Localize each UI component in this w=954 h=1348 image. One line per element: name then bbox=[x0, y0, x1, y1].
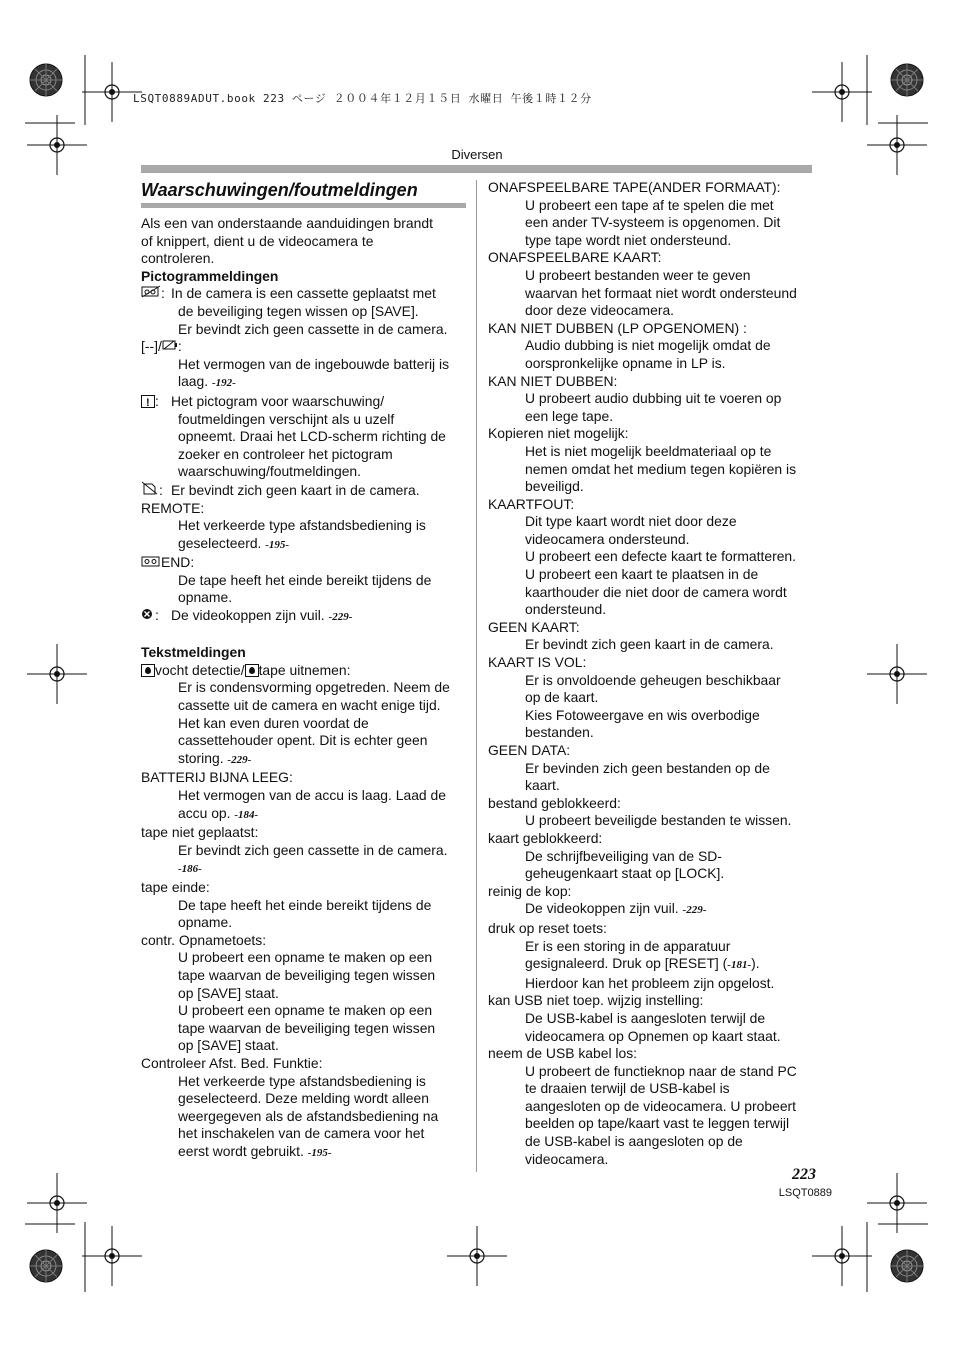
battery-warning-icon bbox=[162, 338, 178, 354]
item-text: beveiligd. bbox=[525, 478, 584, 495]
item-text: Er bevindt zich geen kaart in de camera. bbox=[171, 481, 420, 498]
item-text: Het vermogen van de accu is laag. Laad de bbox=[178, 787, 446, 803]
star-target-icon bbox=[30, 1250, 62, 1282]
condensation-icon bbox=[141, 664, 155, 677]
item-text: tape waarvan de beveiliging tegen wissen bbox=[178, 966, 436, 983]
item-label: END: bbox=[161, 554, 195, 571]
item-text: de USB-kabel is aangesloten op de bbox=[525, 1133, 743, 1150]
item-text: Audio dubbing is niet mogelijk omdat de bbox=[525, 337, 771, 354]
page-ref: -186- bbox=[178, 863, 202, 876]
item-text: aangesloten op de videocamera. U probeert bbox=[525, 1097, 797, 1114]
item-text: te draaien terwijl de USB-kabel is bbox=[525, 1080, 730, 1097]
item-text: U probeert bestanden weer te geven bbox=[525, 266, 751, 283]
item-text: eerst wordt gebruikt. bbox=[178, 1142, 308, 1159]
left-column: Waarschuwingen/foutmeldingen Als een van onderstaande aanduidingen brandt of knippert, dient u de videocamera te controleren. Pictogrammeldingen : In de camera is een cassette geplaatst met de beveiliging tegen wissen op [SAVE]. Er bevindt zich geen cassette in de camera. [--]/ : Het vermogen van de ingebouwde batterij is laag. -192- ! : Het pictogram voor waarschuwing/ foutmeldingen verschijnt als u uzelf opneemt. Draai het LCD-scherm richting de zoeker en controleer het pictogram waarschuwing/foutmeldingen. : Er bevindt zich geen kaart in de camera. REMOTE: Het verkeerde type afstandsbediening is geselecteerd. -195- END: De tape heeft het einde bereikt tijdens de opname. : De videokoppen zijn vuil. -229- Tekstmeldingen vocht detectie/ tape uitnemen: Er is condensvorming opgetreden. Neem de cassette uit de camera en wacht enige tijd. Het kan even duren voordat de cassettehouder opent. Dit is echter geen storing. -229- BATTERIJ BIJNA LEEG: Het vermogen van de accu is laag. Laad de accu op. -184- tape niet geplaatst: Er bevindt zich geen cassette in de camera. -186- tape einde: De tape heeft het einde bereikt tijdens de opname. contr. Opnametoets: U probeert een opname te maken op een tape waarvan de beveiliging tegen wissen op [SAVE] staat. U probeert een opname te maken op een tape waarvan de beveiliging tegen wissen op [SAVE] staat. Controleer Afst. Bed. Funktie: Het verkeerde type afstandsbediening is geselecteerd. Deze melding wordt alleen weergegeven als de afstandsbediening na het inschakelen van de camera voor het eerst wordt gebruikt. -195- bbox=[141, 179, 471, 1162]
file-info-line: LSQT0889ADUT.book 223 ページ ２００４年１２月１５日 水曜日 午後１時１２分 bbox=[133, 92, 592, 105]
page-ref: -229- bbox=[227, 753, 252, 766]
message-label: bestand geblokkeerd: bbox=[488, 794, 621, 811]
intro-text: Als een van onderstaande aanduidingen brandt bbox=[141, 215, 433, 231]
item-text: weergegeven als de afstandsbediening na bbox=[178, 1107, 439, 1124]
item-text: Er is onvoldoende geheugen beschikbaar bbox=[525, 671, 781, 688]
star-target-icon bbox=[891, 1250, 923, 1282]
section-title: Diversen bbox=[451, 147, 503, 162]
message-label: kan USB niet toep. wijzig instelling: bbox=[488, 992, 704, 1009]
header-bar bbox=[141, 165, 812, 173]
item-label: [--]/ bbox=[141, 338, 162, 355]
picto-heading: Pictogrammeldingen bbox=[141, 267, 279, 284]
item-text: Het verkeerde type afstandsbediening is bbox=[178, 517, 426, 534]
page-ref: -181- bbox=[727, 959, 752, 972]
item-text: Dit type kaart wordt niet door deze bbox=[525, 513, 737, 530]
item-text: door deze videocamera. bbox=[525, 302, 675, 319]
item-text: Het is niet mogelijk beeldmateriaal op te bbox=[525, 442, 772, 459]
message-label: GEEN KAART: bbox=[488, 618, 580, 635]
item-label: vocht detectie/ bbox=[155, 661, 245, 678]
item-text: U probeert een opname te maken op een bbox=[178, 949, 433, 966]
item-text: Er bevindt zich geen cassette in de camera. bbox=[178, 841, 448, 858]
item-text: opname. bbox=[178, 914, 233, 931]
item-text: ondersteund. bbox=[525, 601, 607, 618]
item-text: op [SAVE] staat. bbox=[178, 1037, 279, 1054]
item-text: In de camera is een cassette geplaatst met bbox=[171, 285, 436, 302]
right-column bbox=[488, 179, 818, 1168]
item-label: tape niet geplaatst: bbox=[141, 824, 259, 841]
page-ref: -184- bbox=[234, 808, 259, 821]
item-label: REMOTE: bbox=[141, 499, 205, 516]
text-heading: Tekstmeldingen bbox=[141, 644, 246, 661]
message-label: neem de USB kabel los: bbox=[488, 1045, 638, 1062]
page-ref: -229- bbox=[682, 904, 707, 917]
item-text: accu op. bbox=[178, 804, 235, 821]
item-text: zoeker en controleer het pictogram bbox=[178, 445, 393, 462]
page-ref: -229- bbox=[328, 611, 353, 624]
item-text: geselecteerd. bbox=[178, 534, 266, 551]
item-text: videocamera op Opnemen op kaart staat. bbox=[525, 1027, 781, 1044]
item-text: De videokoppen zijn vuil. bbox=[525, 900, 683, 917]
item-text: waarvan het formaat niet wordt ondersteund bbox=[525, 284, 797, 301]
item-text: nemen omdat het medium tegen kopiëren is bbox=[525, 460, 797, 477]
item-text: Er bevindt zich geen kaart in de camera. bbox=[525, 636, 774, 653]
message-label: KAART IS VOL: bbox=[488, 654, 587, 671]
item-text: op [SAVE] staat. bbox=[178, 984, 279, 1001]
item-text: foutmeldingen verschijnt als u uzelf bbox=[178, 410, 395, 427]
item-text: kaarthouder die niet door de camera wordt bbox=[525, 583, 787, 600]
star-target-icon bbox=[891, 64, 923, 96]
cassette-icon bbox=[141, 554, 161, 570]
condensation-icon bbox=[245, 664, 259, 677]
item-text: Het verkeerde type afstandsbediening is bbox=[178, 1072, 426, 1089]
item-text: videocamera ondersteund. bbox=[525, 530, 690, 547]
item-text: Het pictogram voor waarschuwing/ bbox=[171, 392, 385, 409]
message-label: reinig de kop: bbox=[488, 882, 572, 899]
no-card-icon: : bbox=[141, 481, 171, 500]
item-text: oorspronkelijke opname in LP is. bbox=[525, 354, 726, 371]
intro-text: of knippert, dient u de videocamera te bbox=[141, 232, 374, 249]
item-text: De USB-kabel is aangesloten terwijl de bbox=[525, 1009, 766, 1026]
title-underline-bar bbox=[141, 203, 466, 208]
message-label: ONAFSPEELBARE TAPE(ANDER FORMAAT): bbox=[488, 179, 781, 195]
item-label: contr. Opnametoets: bbox=[141, 931, 267, 948]
message-label: KAN NIET DUBBEN: bbox=[488, 372, 618, 389]
column-divider bbox=[476, 180, 477, 1172]
item-text: De schrijfbeveiliging van de SD- bbox=[525, 847, 722, 864]
item-text: een ander TV-systeem is opgenomen. Dit bbox=[525, 214, 781, 231]
item-text: U probeert een opname te maken op een bbox=[178, 1002, 433, 1019]
message-label: KAN NIET DUBBEN (LP OPGENOMEN) : bbox=[488, 319, 747, 336]
item-text: geselecteerd. Deze melding wordt alleen bbox=[178, 1090, 429, 1107]
item-text: waarschuwing/foutmeldingen. bbox=[178, 463, 361, 480]
item-text: Er bevinden zich geen bestanden op de bbox=[525, 759, 770, 776]
page-number: 223 bbox=[792, 1166, 816, 1183]
item-text: beelden op tape/kaart vast te leggen terwijl bbox=[525, 1115, 790, 1132]
item-text: Er is een storing in de apparatuur bbox=[525, 937, 731, 954]
item-text: Het kan even duren voordat de bbox=[178, 714, 369, 731]
item-label: tape einde: bbox=[141, 878, 210, 895]
message-label: GEEN DATA: bbox=[488, 742, 571, 758]
item-text: op de kaart. bbox=[525, 689, 599, 706]
item-text: Het vermogen van de ingebouwde batterij is bbox=[178, 355, 450, 372]
dirty-head-icon: : bbox=[141, 607, 171, 625]
message-label: KAARTFOUT: bbox=[488, 495, 575, 512]
message-label: ONAFSPEELBARE KAART: bbox=[488, 249, 662, 266]
item-text: cassettehouder opent. Dit is echter geen bbox=[178, 732, 428, 749]
item-text: type tape wordt niet ondersteund. bbox=[525, 231, 732, 248]
item-text: gesignaleerd. Druk op [RESET] ( bbox=[525, 955, 728, 972]
intro-text: controleren. bbox=[141, 250, 215, 267]
item-text: De tape heeft het einde bereikt tijdens de bbox=[178, 571, 432, 588]
item-text: Hierdoor kan het probleem zijn opgelost. bbox=[525, 974, 775, 991]
item-text: U probeert een kaart te plaatsen in de bbox=[525, 566, 759, 583]
item-text: laag. bbox=[178, 373, 212, 390]
item-text: Kies Fotoweergave en wis overbodige bbox=[525, 706, 760, 723]
item-text: Er is condensvorming opgetreden. Neem de bbox=[178, 679, 450, 696]
item-text: U probeert audio dubbing uit te voeren op bbox=[525, 390, 782, 407]
item-text: opneemt. Draai het LCD-scherm richting de bbox=[178, 428, 446, 445]
item-text: De tape heeft het einde bereikt tijdens de bbox=[178, 896, 432, 913]
item-text: een lege tape. bbox=[525, 407, 614, 424]
item-text: geheugenkaart staat op [LOCK]. bbox=[525, 865, 725, 882]
item-text: U probeert een defecte kaart te formatteren. bbox=[525, 548, 797, 565]
item-text: de beveiliging tegen wissen op [SAVE]. bbox=[178, 302, 419, 319]
item-text: U probeert beveiligde bestanden te wissen. bbox=[525, 812, 792, 829]
item-text: bestanden. bbox=[525, 724, 594, 741]
item-text: kaart. bbox=[525, 777, 560, 794]
item-label: Controleer Afst. Bed. Funktie: bbox=[141, 1054, 323, 1071]
item-text: videocamera. bbox=[525, 1150, 609, 1167]
page-ref: -195- bbox=[265, 538, 290, 551]
page-title: Waarschuwingen/foutmeldingen bbox=[141, 180, 418, 200]
page-ref: -192- bbox=[211, 377, 236, 390]
item-label: tape uitnemen: bbox=[258, 661, 351, 678]
star-target-icon bbox=[30, 64, 62, 96]
document-code: LSQT0889 bbox=[778, 1187, 832, 1199]
item-text: U probeert de functieknop naar de stand PC bbox=[525, 1062, 797, 1079]
item-text: De videokoppen zijn vuil. bbox=[171, 607, 329, 624]
warning-icon: ! bbox=[141, 395, 155, 408]
message-label: Kopieren niet mogelijk: bbox=[488, 425, 629, 442]
item-text: tape waarvan de beveiliging tegen wissen bbox=[178, 1019, 436, 1036]
item-text: storing. bbox=[178, 749, 228, 766]
cassette-protected-icon: : bbox=[141, 285, 171, 303]
page-ref: -195- bbox=[307, 1146, 332, 1159]
item-label: BATTERIJ BIJNA LEEG: bbox=[141, 769, 293, 786]
message-label: kaart geblokkeerd: bbox=[488, 829, 603, 846]
item-text: U probeert een tape af te spelen die met bbox=[525, 196, 774, 213]
item-text: cassette uit de camera en wacht enige tijd. bbox=[178, 697, 441, 714]
item-text: opname. bbox=[178, 589, 233, 606]
message-label: druk op reset toets: bbox=[488, 919, 607, 936]
item-text: het inschakelen van de camera voor het bbox=[178, 1125, 425, 1142]
item-text: Er bevindt zich geen cassette in de camera. bbox=[178, 320, 448, 337]
item-text: ). bbox=[751, 955, 760, 972]
